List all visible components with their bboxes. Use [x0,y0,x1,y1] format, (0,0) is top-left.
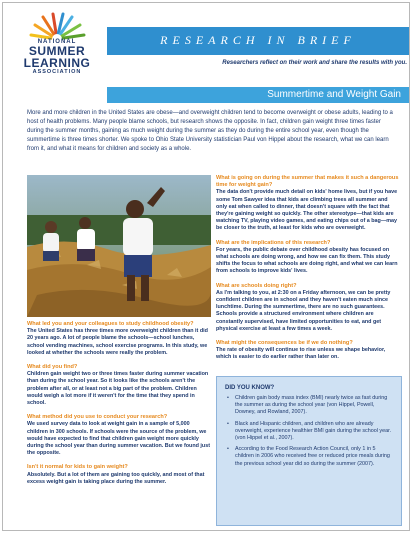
question: What did you find? [27,364,78,371]
intro-paragraph: More and more children in the United States are obese—and overweight children tend to become overweight or obese adults, leading to a host of health problems. Many people blame schools, but research shows the opposite. In fact, children gain weight three times faster during the summer months, gaining as much weight during the summer as they do during the entire school year, even though the summertime is three times shorter. We spoke to Ohio State University statistician Paul von Hippel about the research, what we can learn from it, and what it means for children and society as a whole. [27,110,393,152]
logo-line-national: NATIONAL [37,39,77,45]
answer: We used survey data to look at weight gain in a sample of 5,000 children in 300 schools. If schools were the source of the problem, we would have expected to find that children gain weight more quickly during the school year than during summer vacation. But we found just the opposite. [27,421,211,457]
question: What are schools doing right? [216,282,297,289]
article-title: Summertime and Weight Gain [267,89,401,100]
did-you-know-list [225,395,393,468]
answer: Absolutely. But a lot of them are gaining too quickly, and most of that excess weight gain is taking place during the summer. [27,471,205,485]
question: Isn't it normal for kids to gain weight? [27,464,128,471]
question: What might the consequences be if we do nothing? [216,340,353,347]
logo-line-association: ASSOCIATION [32,69,82,75]
logo-line-summer: SUMMER [28,44,86,58]
question: What are the implications of this research? [216,239,331,246]
did-you-know-box [216,376,402,526]
answer: The data don't provide much detail on kids' home lives, but if you have some Tom Sawyer idea that kids are climbing trees all summer and only eat when called to dinner, that doesn't square with the fact that they're gaining weight so quickly. The other stereotype—that kids are watching TV, playing video games, and eating chips out of a bag—may be closer to the truth, at least for kids who are overweight. [216,189,398,232]
sun-logo-icon [23,11,91,41]
qa-item [216,240,400,276]
nsla-logo [11,11,103,91]
children-hay-photo [27,175,211,317]
qa-item [27,414,211,457]
did-you-know-title: DID YOU KNOW? [225,385,275,391]
answer: As I'm talking to you, at 2:30 on a Friday afternoon, we can be pretty confident children are in school and they haven't eaten much since lunchtime. During the summertime, there are no such guarantees. Schools provide a structured environment where children are constantly supervised, have limited opportunities to eat, and get physical exercise at least a few times a week. [216,289,391,332]
answer: The rate of obesity will continue to rise unless we shape behavior, which is easier to do earlier rather than later on. [216,347,386,361]
qa-item [27,464,211,486]
qa-item [27,321,211,357]
left-column [27,321,211,493]
article-title-bar [107,87,409,103]
answer: Children gain weight two or three times faster during summer vacation than during the school year. So it looks like the schools aren't the problem after all, or at least not a big part of the problem. Children would weigh a lot more if it weren't for the time that they spend in school. [27,371,209,407]
question: What method did you use to conduct your research? [27,414,168,421]
question: What led you and your colleagues to study childhood obesity? [27,321,194,327]
qa-item [216,175,400,233]
logo-line-learning: LEARNING [23,56,91,70]
answer: The United States has three times more overweight children than it did 20 years ago. A lot of people blame the schools—school lunches, school vending machines, school exercise programs. In this study, we looked at whether the schools were really the problem. [27,328,208,356]
did-you-know-item: • Children gain body mass index (BMI) nearly twice as fast during the summer as during the school year (von Hippel, Powell, Downey, and Rowland, 2007). [225,395,393,417]
question: What is going on during the summer that makes it such a dangerous time for weight gain? [216,175,399,189]
did-you-know-item: • According to the Food Research Action Council, only 1 in 5 children in 2006 who received free or reduced price meals during the previous school year did so during the summer (2007). [225,446,393,468]
answer: For years, the public debate over childhood obesity has focused on what schools are doing wrong, and how we can fix them. This study shifts the focus to what schools are doing right, and what we can learn from schools to improve kids' lives. [216,246,398,275]
document-page [2,2,410,531]
series-title: RESEARCH IN BRIEF [160,33,356,47]
tagline: Researchers reflect on their work and share the results with you. [222,60,407,66]
research-banner [107,27,409,55]
did-you-know-item: • Black and Hispanic children, and children who are already overweight, experience healthier BMI gain during the school year. (von Hippel et al., 2007). [225,421,393,443]
qa-item [216,340,400,362]
qa-item [216,283,400,333]
right-column [216,175,400,369]
qa-item [27,364,211,407]
